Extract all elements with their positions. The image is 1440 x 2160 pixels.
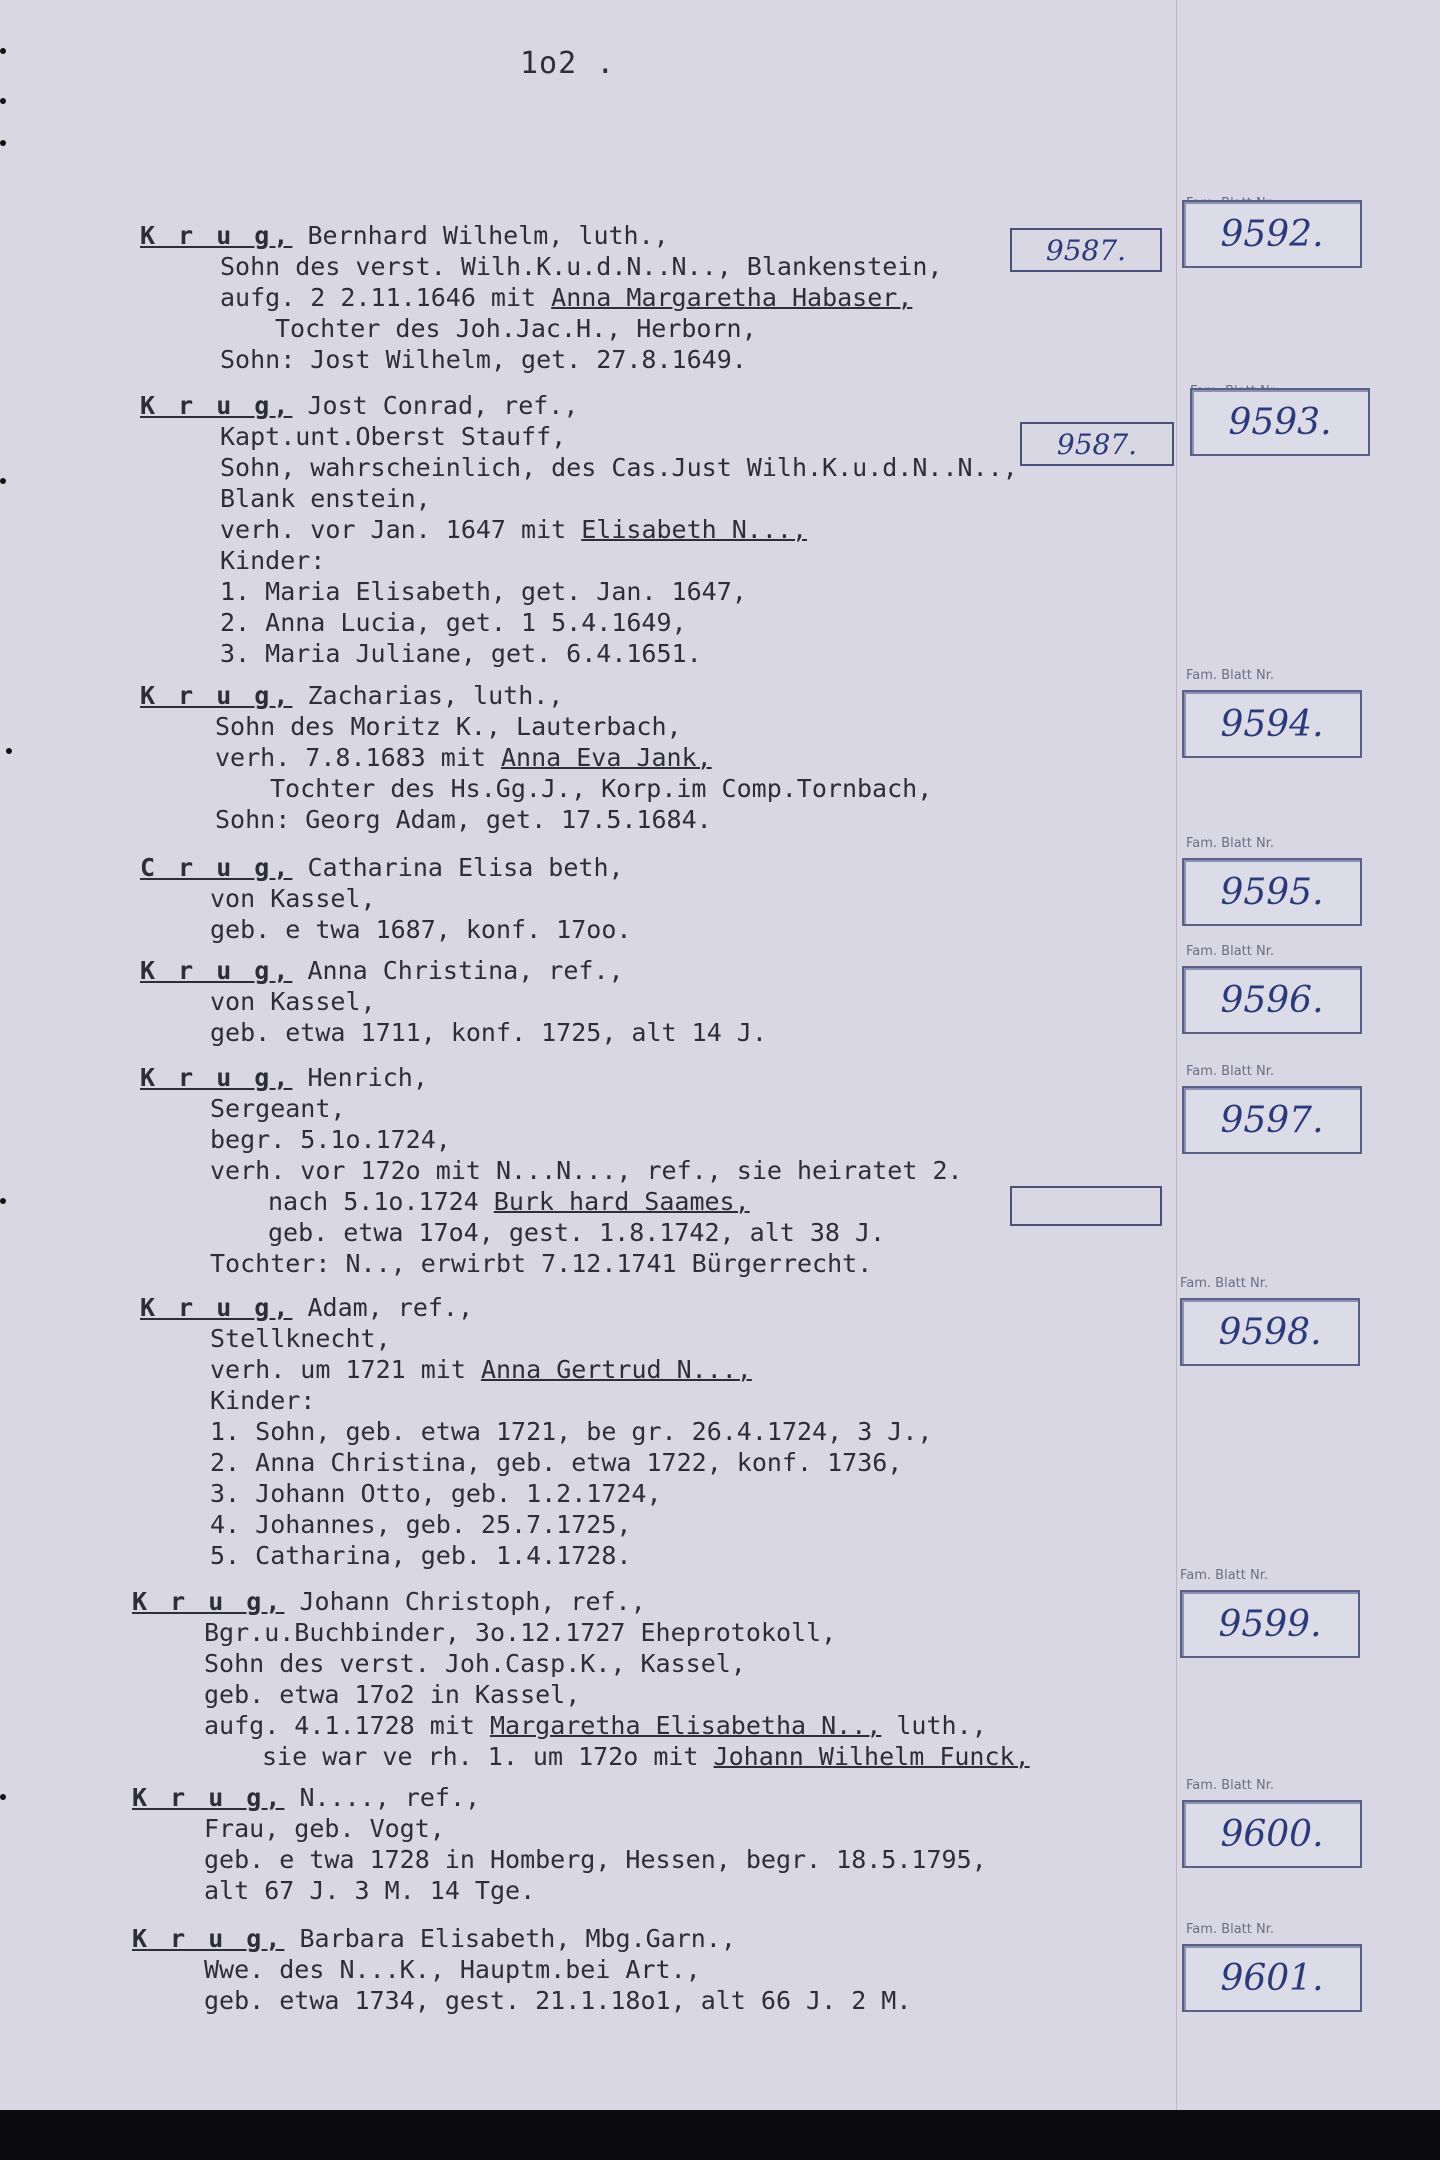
surname: C r u g, [140,853,293,882]
entry-line: alt 67 J. 3 M. 14 Tge. [204,1876,536,1905]
entry-line: 3. Johann Otto, geb. 1.2.1724, [210,1479,662,1508]
fam-blatt-box [1190,388,1370,456]
given-names: Anna Christina, ref., [292,956,624,985]
surname: K r u g, [140,681,293,710]
entry-heading [140,1292,473,1323]
given-names: Johann Christoph, ref., [284,1587,646,1616]
punch-hole [0,48,6,54]
entry-line: Stellknecht, [210,1324,391,1353]
fam-blatt-box [1182,1800,1362,1868]
fam-blatt-label: Fam. Blatt Nr. [1186,1922,1275,1937]
line-text: verh. um 1721 mit [210,1355,481,1384]
spouse-name: Anna Eva Jank, [500,743,712,772]
given-names: Zacharias, luth., [292,681,564,710]
line-text: sie war ve rh. 1. um 172o mit [262,1742,714,1771]
fam-blatt-box [1182,858,1362,926]
punch-hole [0,98,6,104]
surname: K r u g, [132,1924,285,1953]
fam-blatt-number: 9596. [1220,979,1324,1021]
entry-line: Kapt.unt.Oberst Stauff, [220,422,567,451]
given-names: Henrich, [292,1063,428,1092]
entry-heading [140,680,563,711]
fam-blatt-number: 9595. [1220,871,1324,913]
entry-line: 1. Sohn, geb. etwa 1721, be gr. 26.4.1724, 3 J., [210,1417,933,1446]
reference-box [1010,228,1162,272]
entry-line: geb. etwa 17o4, gest. 1.8.1742, alt 38 J. [268,1218,886,1247]
fam-blatt-label: Fam. Blatt Nr. [1180,1276,1269,1291]
entry-line: Sohn: Jost Wilhelm, get. 27.8.1649. [220,345,747,374]
spouse-name: Elisabeth N..., [581,515,808,544]
page-number: 1o2 . [520,46,616,81]
entry-line: Blank enstein, [220,484,431,513]
entry-line: Sohn, wahrscheinlich, des Cas.Just Wilh.K.u.d.N..N.., [220,453,1018,482]
entry-line: Tochter des Hs.Gg.J., Korp.im Comp.Tornbach, [270,774,933,803]
fam-blatt-number: 9600. [1220,1813,1324,1855]
fam-blatt-box [1182,966,1362,1034]
entry-line [268,1186,750,1217]
punch-hole [0,140,6,146]
spouse-name: Burk hard Saames, [493,1187,750,1216]
surname: K r u g, [132,1783,285,1812]
entry-line: Sohn des Moritz K., Lauterbach, [215,712,682,741]
line-text: verh. vor Jan. 1647 mit [220,515,582,544]
fam-blatt-label: Fam. Blatt Nr. [1186,944,1275,959]
entry-line: 2. Anna Lucia, get. 1 5.4.1649, [220,608,687,637]
entry-line: Sergeant, [210,1094,346,1123]
spouse-name: Margaretha Elisabetha N.., [489,1711,882,1740]
spouse-name: Anna Gertrud N..., [480,1355,752,1384]
punch-hole [0,478,6,484]
given-names: Adam, ref., [292,1293,474,1322]
entry-line: geb. etwa 1734, gest. 21.1.18o1, alt 66 J. 2 M. [204,1986,912,2015]
entry-line: Sohn des verst. Wilh.K.u.d.N..N.., Blankenstein, [220,252,943,281]
entry-line [220,282,912,313]
entry-line: Tochter des Joh.Jac.H., Herborn, [275,314,757,343]
entry-heading [132,1782,480,1813]
reference-number [1012,1188,1160,1224]
given-names: N...., ref., [284,1783,481,1812]
punch-hole [0,1198,6,1204]
entry-line: 4. Johannes, geb. 25.7.1725, [210,1510,632,1539]
fam-blatt-number: 9601. [1220,1957,1324,1999]
punch-hole [0,1794,6,1800]
fam-blatt-label: Fam. Blatt Nr. [1180,1568,1269,1583]
entry-line [204,1710,987,1741]
surname: K r u g, [132,1587,285,1616]
entry-line: geb. e twa 1687, konf. 17oo. [210,915,632,944]
fam-blatt-number: 9599. [1218,1603,1322,1645]
spouse-name: Johann Wilhelm Funck, [713,1742,1030,1771]
reference-number: 9587. [1056,427,1138,461]
entry-line: von Kassel, [210,987,376,1016]
fam-blatt-number: 9594. [1220,703,1324,745]
surname: K r u g, [140,1063,293,1092]
line-text: verh. 7.8.1683 mit [215,743,501,772]
fam-blatt-box [1182,1086,1362,1154]
given-names: Bernhard Wilhelm, luth., [292,221,669,250]
margin-rule [1176,0,1177,2110]
surname: K r u g, [140,391,293,420]
entry-heading [140,852,624,883]
given-names: Barbara Elisabeth, Mbg.Garn., [284,1924,736,1953]
entry-line: Frau, geb. Vogt, [204,1814,445,1843]
spouse-name: Anna Margaretha Habaser, [551,283,913,312]
entry-line: Sohn: Georg Adam, get. 17.5.1684. [215,805,712,834]
fam-blatt-number: 9593. [1228,401,1332,443]
entry-line: Kinder: [210,1386,316,1415]
entry-line: 3. Maria Juliane, get. 6.4.1651. [220,639,702,668]
entry-line: 2. Anna Christina, geb. etwa 1722, konf. 1736, [210,1448,903,1477]
entry-line: 5. Catharina, geb. 1.4.1728. [210,1541,632,1570]
fam-blatt-box [1182,1944,1362,2012]
entry-heading [140,390,578,421]
entry-heading [140,1062,428,1093]
entry-line: geb. e twa 1728 in Homberg, Hessen, begr. 18.5.1795, [204,1845,987,1874]
entry-heading [132,1923,736,1954]
reference-box [1010,1186,1162,1226]
line-text: aufg. 4.1.1728 mit [204,1711,490,1740]
given-names: Jost Conrad, ref., [292,391,579,420]
surname: K r u g, [140,956,293,985]
fam-blatt-box [1180,1590,1360,1658]
fam-blatt-box [1182,200,1362,268]
reference-number: 9587. [1045,233,1127,267]
given-names: Catharina Elisa beth, [292,853,624,882]
fam-blatt-box [1182,690,1362,758]
fam-blatt-label: Fam. Blatt Nr. [1186,836,1275,851]
fam-blatt-number: 9592. [1220,213,1324,255]
entry-heading [132,1586,646,1617]
surname: K r u g, [140,221,293,250]
fam-blatt-box [1180,1298,1360,1366]
fam-blatt-number: 9598. [1218,1311,1322,1353]
entry-line: Kinder: [220,546,326,575]
entry-line: geb. etwa 1711, konf. 1725, alt 14 J. [210,1018,767,1047]
line-text: aufg. 2 2.11.1646 mit [220,283,552,312]
entry-line: von Kassel, [210,884,376,913]
line-text: luth., [881,1711,987,1740]
entry-line [215,742,712,773]
entry-line: Bgr.u.Buchbinder, 3o.12.1727 Eheprotokoll, [204,1618,837,1647]
entry-line: Tochter: N.., erwirbt 7.12.1741 Bürgerrecht. [210,1249,873,1278]
entry-line [220,514,807,545]
entry-line [262,1741,1030,1772]
fam-blatt-label: Fam. Blatt Nr. [1186,1778,1275,1793]
entry-line: 1. Maria Elisabeth, get. Jan. 1647, [220,577,747,606]
entry-heading [140,955,624,986]
fam-blatt-label: Fam. Blatt Nr. [1186,668,1275,683]
entry-line [210,1354,752,1385]
fam-blatt-label: Fam. Blatt Nr. [1186,1064,1275,1079]
entry-line: begr. 5.1o.1724, [210,1125,451,1154]
surname: K r u g, [140,1293,293,1322]
entry-line: Sohn des verst. Joh.Casp.K., Kassel, [204,1649,746,1678]
entry-line: Wwe. des N...K., Hauptm.bei Art., [204,1955,701,1984]
fam-blatt-number: 9597. [1220,1099,1324,1141]
entry-line: verh. vor 172o mit N...N..., ref., sie heiratet 2. [210,1156,963,1185]
line-text: nach 5.1o.1724 [268,1187,494,1216]
entry-heading [140,220,669,251]
punch-hole [6,748,12,754]
reference-box [1020,422,1174,466]
entry-line: geb. etwa 17o2 in Kassel, [204,1680,581,1709]
